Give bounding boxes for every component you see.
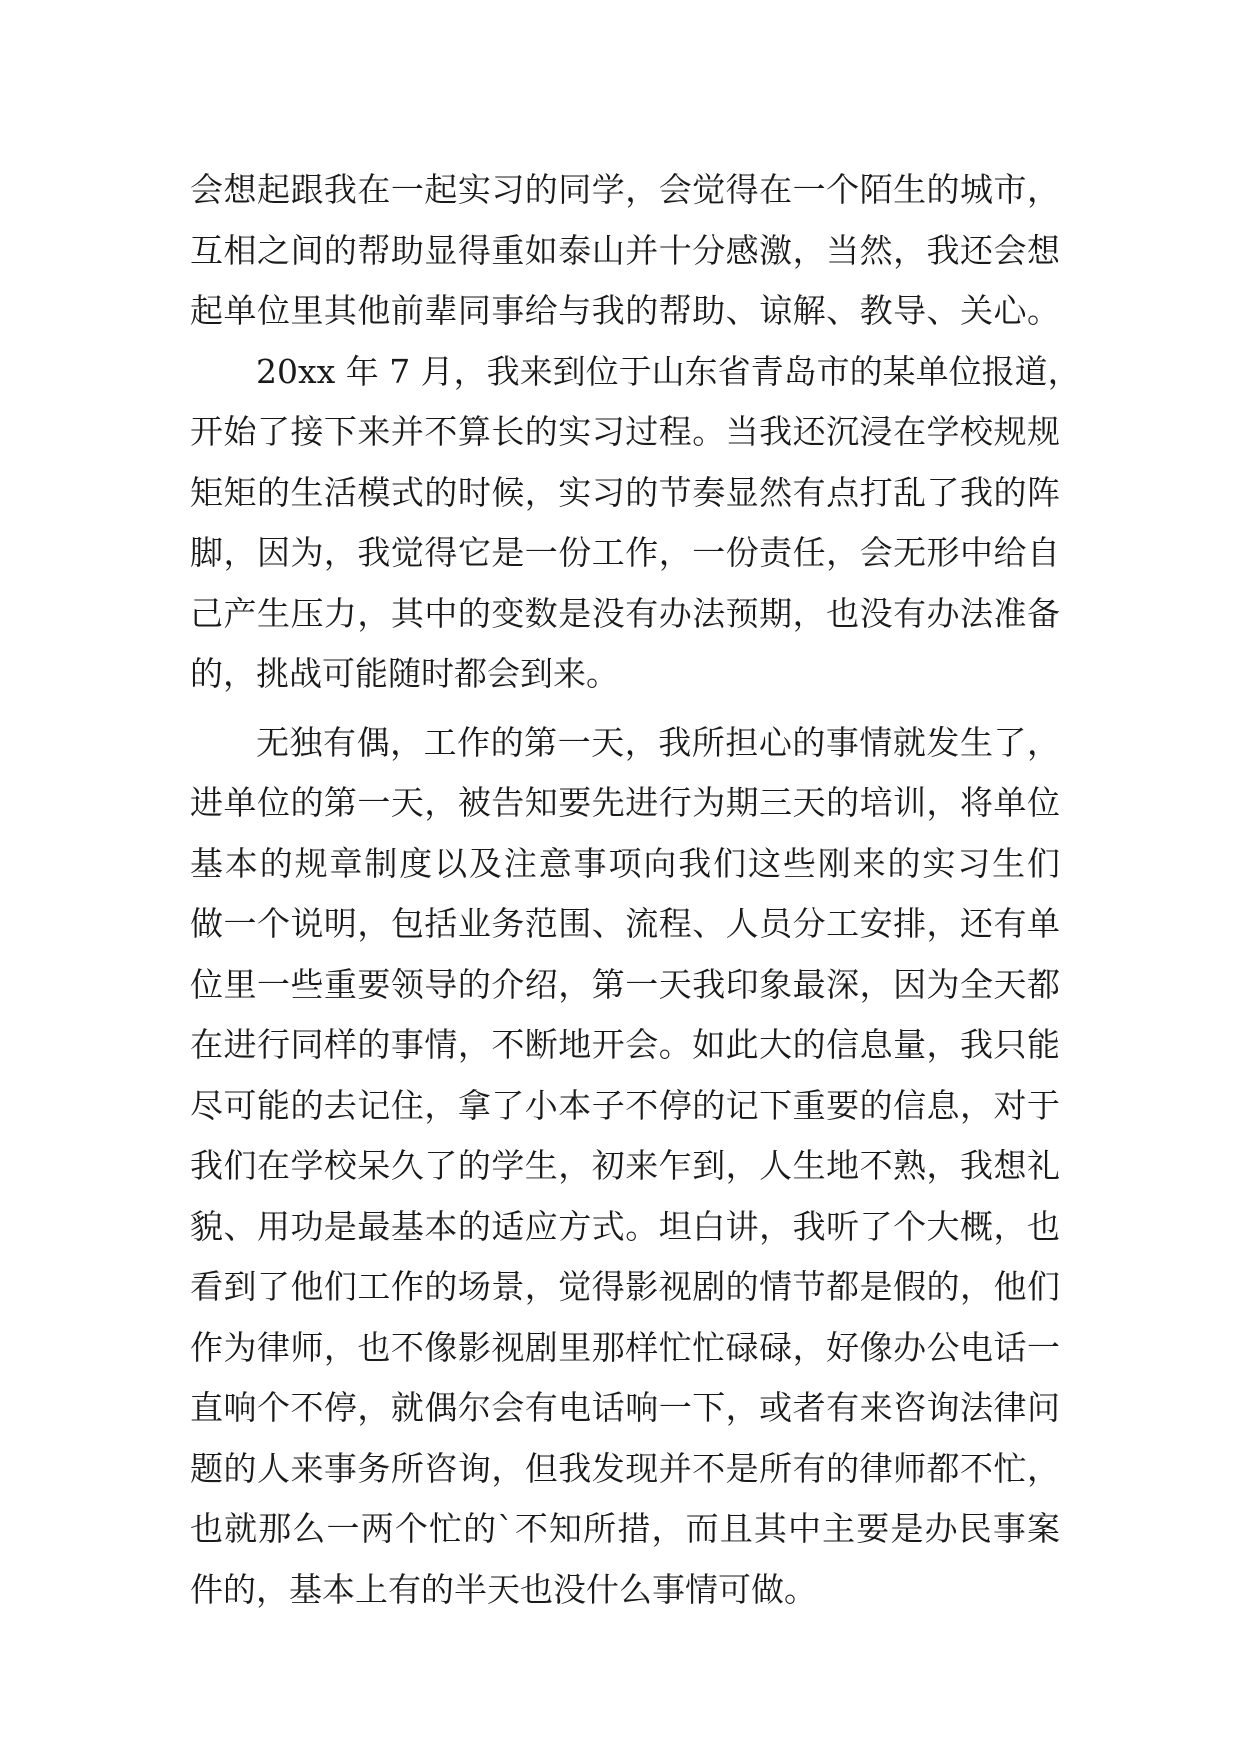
text-line: 己产生压力，其中的变数是没有办法预期，也没有办法准备 bbox=[190, 593, 1060, 633]
text-line: 脚，因为，我觉得它是一份工作，一份责任，会无形中给自 bbox=[190, 533, 1060, 572]
paragraph-1 bbox=[190, 160, 1060, 342]
text-line: 位里一些重要领导的介绍，第一天我印象最深，因为全天都 bbox=[190, 964, 1060, 1004]
text-line: 我们在学校呆久了的学生，初来乍到，人生地不熟，我想礼 bbox=[190, 1146, 1060, 1185]
text-line: 在进行同样的事情，不断地开会。如此大的信息量，我只能 bbox=[190, 1025, 1060, 1064]
text-line: 起单位里其他前辈同事给与我的帮助、谅解、教导、关心。 bbox=[190, 291, 1060, 330]
text-line: 基本的规章制度以及注意事项向我们这些刚来的实习生们 bbox=[190, 843, 1060, 883]
text-line: 作为律师，也不像影视剧里那样忙忙碌碌，好像办公电话一 bbox=[190, 1327, 1060, 1367]
text-line: 件的，基本上有的半天也没什么事情可做。 bbox=[190, 1569, 817, 1609]
text-line: 20xx 年 7 月，我来到位于山东省青岛市的某单位报道， bbox=[256, 351, 1081, 391]
paragraph-spacer bbox=[190, 705, 1060, 713]
document-body bbox=[190, 160, 1081, 1620]
text-line: 矩矩的生活模式的时候，实习的节奏显然有点打乱了我的阵 bbox=[190, 472, 1060, 512]
text-line: 看到了他们工作的场景，觉得影视剧的情节都是假的，他们 bbox=[190, 1267, 1060, 1306]
text-line: 尽可能的去记住，拿了小本子不停的记下重要的信息，对于 bbox=[190, 1085, 1060, 1125]
text-line: 也就那么一两个忙的`不知所措，而且其中主要是办民事案 bbox=[190, 1509, 1060, 1548]
text-line: 无独有偶，工作的第一天，我所担心的事情就发生了， bbox=[256, 722, 1060, 762]
text-line: 会想起跟我在一起实习的同学，会觉得在一个陌生的城市， bbox=[190, 170, 1060, 209]
text-line: 貌、用功是最基本的适应方式。坦白讲，我听了个大概，也 bbox=[190, 1206, 1060, 1246]
text-line: 的，挑战可能随时都会到来。 bbox=[190, 654, 619, 693]
text-line: 题的人来事务所咨询，但我发现并不是所有的律师都不忙， bbox=[190, 1448, 1060, 1488]
text-line: 开始了接下来并不算长的实习过程。当我还沉浸在学校规规 bbox=[190, 412, 1060, 451]
text-line: 直响个不停，就偶尔会有电话响一下，或者有来咨询法律问 bbox=[190, 1388, 1060, 1427]
text-line: 做一个说明，包括业务范围、流程、人员分工安排，还有单 bbox=[190, 904, 1060, 943]
paragraph-3 bbox=[190, 713, 1060, 1621]
paragraph-2 bbox=[190, 342, 1081, 705]
text-line: 进单位的第一天，被告知要先进行为期三天的培训，将单位 bbox=[190, 783, 1060, 822]
text-line: 互相之间的帮助显得重如泰山并十分感激，当然，我还会想 bbox=[190, 230, 1060, 270]
